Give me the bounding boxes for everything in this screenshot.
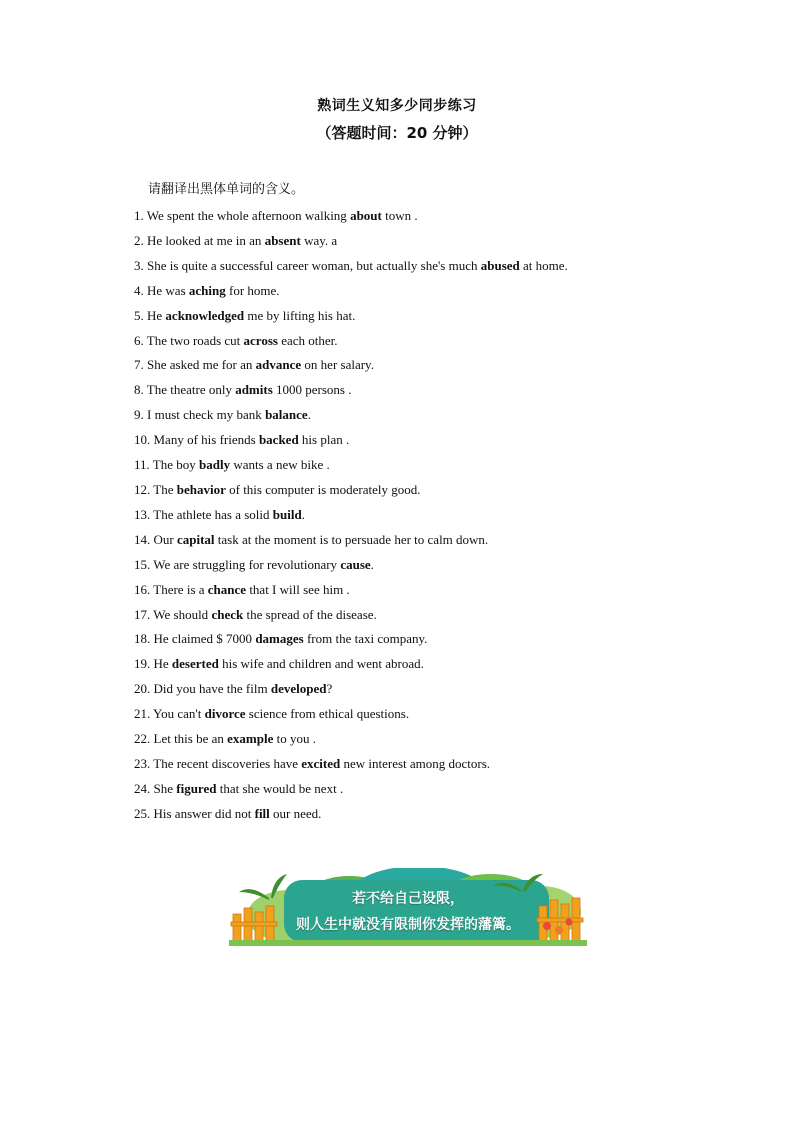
target-word: deserted	[171, 656, 219, 672]
item-number: 3.	[134, 257, 144, 273]
item-number: 12.	[134, 481, 151, 497]
sentence-text: the spread of the disease.	[243, 606, 377, 622]
sentence-text: She	[153, 780, 177, 796]
exercise-item	[134, 652, 694, 677]
exercise-item	[134, 503, 694, 528]
banner-line-1: 若不给自己设限，	[352, 891, 464, 907]
sentence-text: The boy	[152, 457, 200, 473]
item-number: 20.	[134, 681, 151, 697]
item-number: 14.	[134, 531, 151, 547]
sentence-text: .	[370, 556, 374, 572]
target-word: admits	[235, 382, 273, 398]
exercise-item	[134, 229, 694, 254]
sentence-text: He	[147, 307, 166, 323]
sentence-text: task at the moment is to persuade her to calm down.	[214, 531, 489, 547]
exercise-item	[134, 627, 694, 652]
sentence-text: She asked me for an	[147, 357, 256, 373]
target-word: abused	[480, 257, 520, 273]
sentence-text: each other.	[277, 332, 338, 348]
sentence-text: our need.	[269, 805, 322, 821]
target-word: balance	[265, 407, 308, 423]
sentence-text: I must check my bank	[147, 407, 266, 423]
item-number: 6.	[134, 332, 144, 348]
target-word: aching	[188, 282, 226, 298]
exercise-item	[134, 727, 694, 752]
exercise-item	[134, 528, 694, 553]
sentence-text: He looked at me in an	[147, 232, 265, 248]
exercise-item	[134, 453, 694, 478]
sentence-text: We spent the whole afternoon walking	[146, 208, 351, 223]
sentence-text: new interest among doctors.	[340, 755, 491, 771]
exercise-item	[134, 279, 694, 304]
sentence-text: his plan .	[298, 432, 350, 448]
item-number: 13.	[134, 506, 151, 522]
target-word: fill	[254, 805, 270, 821]
sentence-text: .	[301, 506, 305, 522]
sentence-text: town .	[381, 208, 418, 223]
item-number: 1.	[134, 208, 144, 223]
sentence-text: for home.	[225, 282, 280, 298]
exercise-item	[134, 802, 694, 827]
sentence-text: There is a	[153, 581, 208, 597]
sentence-text: on her salary.	[301, 357, 374, 373]
item-number: 18.	[134, 631, 151, 647]
exercise-item	[134, 752, 694, 777]
sentence-text: She is quite a successful career woman, but actually she's much	[147, 257, 481, 273]
sentence-text: Did you have the film	[153, 681, 271, 697]
target-word: absent	[264, 232, 301, 248]
sentence-text: His answer did not	[153, 805, 255, 821]
sentence-text: The theatre only	[146, 382, 236, 398]
item-number: 16.	[134, 581, 151, 597]
item-number: 19.	[134, 656, 151, 672]
exercise-item	[134, 677, 694, 702]
target-word: cause	[340, 556, 371, 572]
item-number: 24.	[134, 780, 151, 796]
sentence-text: The athlete has a solid	[153, 506, 273, 522]
exercise-list	[134, 204, 694, 827]
target-word: figured	[176, 780, 217, 796]
sentence-text: The recent discoveries have	[153, 755, 302, 771]
sentence-text: He	[153, 656, 172, 672]
sentence-text: Let this be an	[153, 731, 228, 747]
exercise-item	[134, 204, 694, 229]
sentence-text: at home.	[519, 257, 568, 273]
sentence-text: The two roads cut	[146, 332, 244, 348]
sentence-text: He claimed $ 7000	[153, 631, 256, 647]
sentence-text: me by lifting his hat.	[244, 307, 356, 323]
sentence-text: .	[307, 407, 311, 423]
item-number: 4.	[134, 282, 144, 298]
item-number: 10.	[134, 432, 151, 448]
target-word: behavior	[176, 481, 226, 497]
target-word: developed	[270, 681, 327, 697]
target-word: chance	[207, 581, 247, 597]
target-word: damages	[255, 631, 304, 647]
target-word: badly	[199, 457, 231, 473]
sentence-text: Our	[153, 531, 177, 547]
page-title: 熟词生义知多少同步练习	[317, 98, 477, 114]
item-number: 23.	[134, 755, 151, 771]
sentence-text: of this computer is moderately good.	[225, 481, 421, 497]
target-word: divorce	[204, 706, 246, 722]
target-word: excited	[301, 755, 341, 771]
sentence-text: 1000 persons .	[272, 382, 352, 398]
sentence-text: Many of his friends	[153, 432, 259, 448]
exercise-item	[134, 304, 694, 329]
target-word: check	[211, 606, 244, 622]
exercise-item	[134, 428, 694, 453]
sentence-text: from the taxi company.	[303, 631, 428, 647]
exercise-item	[134, 378, 694, 403]
target-word: about	[350, 208, 382, 223]
exercise-item	[134, 603, 694, 628]
exercise-item	[134, 329, 694, 354]
exercise-item	[134, 553, 694, 578]
item-number: 5.	[134, 307, 144, 323]
exercise-item	[134, 777, 694, 802]
item-number: 22.	[134, 731, 151, 747]
exercise-item	[134, 254, 694, 279]
target-word: backed	[258, 432, 299, 448]
exercise-item	[134, 353, 694, 378]
sentence-text: science from ethical questions.	[245, 706, 410, 722]
target-word: acknowledged	[165, 307, 245, 323]
sentence-text: We should	[153, 606, 212, 622]
item-number: 17.	[134, 606, 151, 622]
sentence-text: We are struggling for revolutionary	[153, 556, 341, 572]
sentence-text: You can't	[153, 706, 205, 722]
instruction-text: 请翻译出黑体单词的含义。	[148, 182, 305, 197]
exercise-item	[134, 702, 694, 727]
sentence-text: his wife and children and went abroad.	[218, 656, 424, 672]
item-number: 9.	[134, 407, 144, 423]
target-word: advance	[255, 357, 302, 373]
sentence-text: wants a new bike .	[230, 457, 330, 473]
target-word: across	[243, 332, 278, 348]
time-limit-subtitle: （答题时间：20 分钟）	[316, 124, 478, 142]
item-number: 15.	[134, 556, 151, 572]
exercise-item	[134, 403, 694, 428]
sentence-text: to you .	[273, 731, 316, 747]
item-number: 25.	[134, 805, 151, 821]
exercise-item	[134, 478, 694, 503]
sentence-text: ?	[326, 681, 333, 697]
exercise-item	[134, 578, 694, 603]
motivational-banner	[229, 868, 587, 946]
target-word: build	[272, 506, 302, 522]
item-number: 2.	[134, 232, 144, 248]
sentence-text: He was	[147, 282, 189, 298]
sentence-text: that I will see him .	[246, 581, 350, 597]
sentence-text: that she would be next .	[216, 780, 344, 796]
item-number: 21.	[134, 706, 151, 722]
item-number: 7.	[134, 357, 144, 373]
target-word: capital	[176, 531, 215, 547]
item-number: 11.	[134, 457, 150, 473]
sentence-text: way. a	[300, 232, 338, 248]
item-number: 8.	[134, 382, 144, 398]
sentence-text: The	[153, 481, 177, 497]
banner-line-2: 则人生中就没有限制你发挥的藩篱。	[296, 917, 520, 933]
target-word: example	[227, 731, 274, 747]
